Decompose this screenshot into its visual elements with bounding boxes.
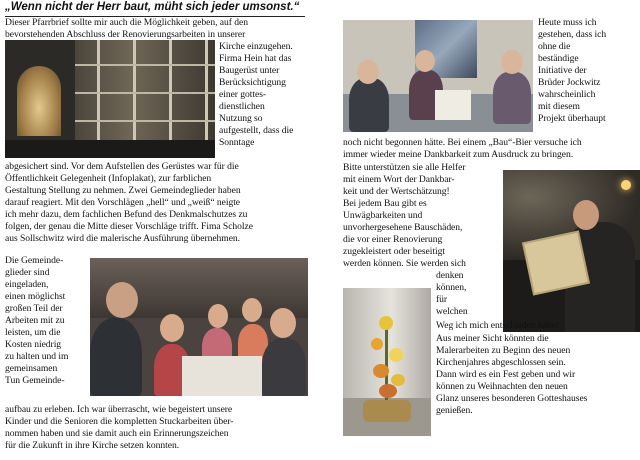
text-line: für die Zukunft in ihre Kirche setzen konnten.	[5, 440, 180, 451]
text-line: Brüder Jockwitz	[538, 77, 601, 88]
text-line: ohne die	[538, 41, 571, 52]
text-line: gestehen, dass ich	[538, 29, 607, 40]
text-line: Kinder und die Senioren die kompletten Stuckarbeiten über-	[5, 416, 234, 427]
text-line: dienstlichen	[219, 101, 265, 112]
text-line: Kirchenjahres abgeschlossen sein.	[436, 357, 566, 368]
text-line: Dieser Pfarrbrief sollte mir auch die Möglichkeit geben, auf den	[5, 17, 248, 28]
text-line: aufgestellt, dass die	[219, 125, 294, 136]
text-line: beständige	[538, 53, 579, 64]
text-line: Sonntage	[219, 137, 255, 148]
text-line: Bitte unterstützen sie alle Helfer	[343, 162, 466, 173]
text-line: einen möglichst	[5, 291, 66, 302]
text-line: Glanz unseres besonderen Gotteshauses	[436, 393, 588, 404]
text-line: mit diesem	[538, 101, 580, 112]
text-line: Dann wird es ein Fest geben und wir	[436, 369, 576, 380]
text-line: Initiative der	[538, 65, 587, 76]
text-line: Die Gemeinde-	[5, 255, 64, 266]
text-line: mit einem Wort der Dankbar-	[343, 174, 455, 185]
text-line: Berücksichtigung	[219, 77, 286, 88]
text-line: Baugerüst unter	[219, 65, 280, 76]
text-line: können zu Weihnachten den neuen	[436, 381, 568, 392]
text-line: folgen, der genau die Mitte dieser Vorschläge trifft. Fima Scholze	[5, 221, 253, 232]
text-line: Nutzung so	[219, 113, 263, 124]
text-line: einer gottes-	[219, 89, 267, 100]
text-line: Gestaltung Stellung zu nehmen. Zwei Gemeindeglieder haben	[5, 185, 241, 196]
text-line: Weg ich mich entschieden habe!	[436, 320, 559, 331]
text-line: unvorhergesehene Bauschäden,	[343, 222, 463, 233]
text-line: abgesichert sind. Vor dem Aufstellen des Gerüstes war für die	[5, 161, 239, 172]
text-line: Kirche einzugehen.	[219, 41, 293, 52]
text-line: aufbau zu erleben. Ich war überrascht, wie begeistert unsere	[5, 404, 233, 415]
text-line: Heute muss ich	[538, 17, 597, 28]
text-line: wahrscheinlich	[538, 89, 596, 100]
text-line: für	[436, 294, 448, 305]
text-line: genießen.	[436, 405, 473, 416]
church-interior-scaffolding-photo	[5, 40, 215, 158]
text-line: Öffentlichkeit Gelegenheit (Infoplakat), zur farblichen	[5, 173, 212, 184]
text-line: Arbeiten mit zu	[5, 315, 65, 326]
text-line: Unwägbarkeiten und	[343, 210, 423, 221]
man-holding-panel-photo	[503, 170, 640, 332]
text-line: gemeinsamen	[5, 363, 58, 374]
text-line: Kosten niedrig	[5, 339, 62, 350]
text-line: ich mehr dazu, dem fachlichen Befund des Denkmalschutzes zu	[5, 209, 248, 220]
text-line: zu halten und im	[5, 351, 69, 362]
article-title: „Wenn nicht der Herr baut, müht sich jeder umsonst.“	[5, 0, 305, 17]
text-line: nommen haben und sie damit auch ein Erinnerungszeichen	[5, 428, 229, 439]
text-line: können,	[436, 282, 467, 293]
volunteers-at-tables-photo	[343, 20, 533, 132]
text-line: Malerarbeiten zu Beginn des neuen	[436, 345, 571, 356]
text-line: eingeladen,	[5, 279, 49, 290]
text-line: glieder sind	[5, 267, 50, 278]
text-line: bevorstehenden Abschluss der Renovierungsarbeiten in unserer	[5, 29, 246, 40]
flower-arrangement-photo	[343, 288, 431, 436]
text-line: leisten, um die	[5, 327, 61, 338]
text-line: werden können. Sie werden sich	[343, 258, 466, 269]
text-line: keit und der Wertschätzung!	[343, 186, 450, 197]
text-line: Firma Hein hat das	[219, 53, 292, 64]
text-line: Bei jedem Bau gibt es	[343, 198, 427, 209]
text-line: immer wieder meine Dankbarkeit zum Ausdruck zu bringen.	[343, 149, 574, 160]
children-working-photo	[90, 258, 308, 396]
text-line: darauf reagiert. Mit den Vorschlägen „hell“ und „weiß“ neigte	[5, 197, 241, 208]
text-line: Tun Gemeinde-	[5, 375, 65, 386]
text-line: die vor einer Renovierung	[343, 234, 443, 245]
text-line: noch nicht begonnen hätte. Bei einem „Bau“-Bier versuche ich	[343, 137, 582, 148]
text-line: aus Sollschwitz wird die malerische Ausführung übernehmen.	[5, 233, 241, 244]
text-line: Aus meiner Sicht könnten die	[436, 333, 549, 344]
text-line: Projekt überhaupt	[538, 113, 606, 124]
text-line: großen Teil der	[5, 303, 63, 314]
text-line: denken	[436, 270, 464, 281]
text-line: welchen	[436, 306, 468, 317]
text-line: zugekleistert oder beseitigt	[343, 246, 445, 257]
